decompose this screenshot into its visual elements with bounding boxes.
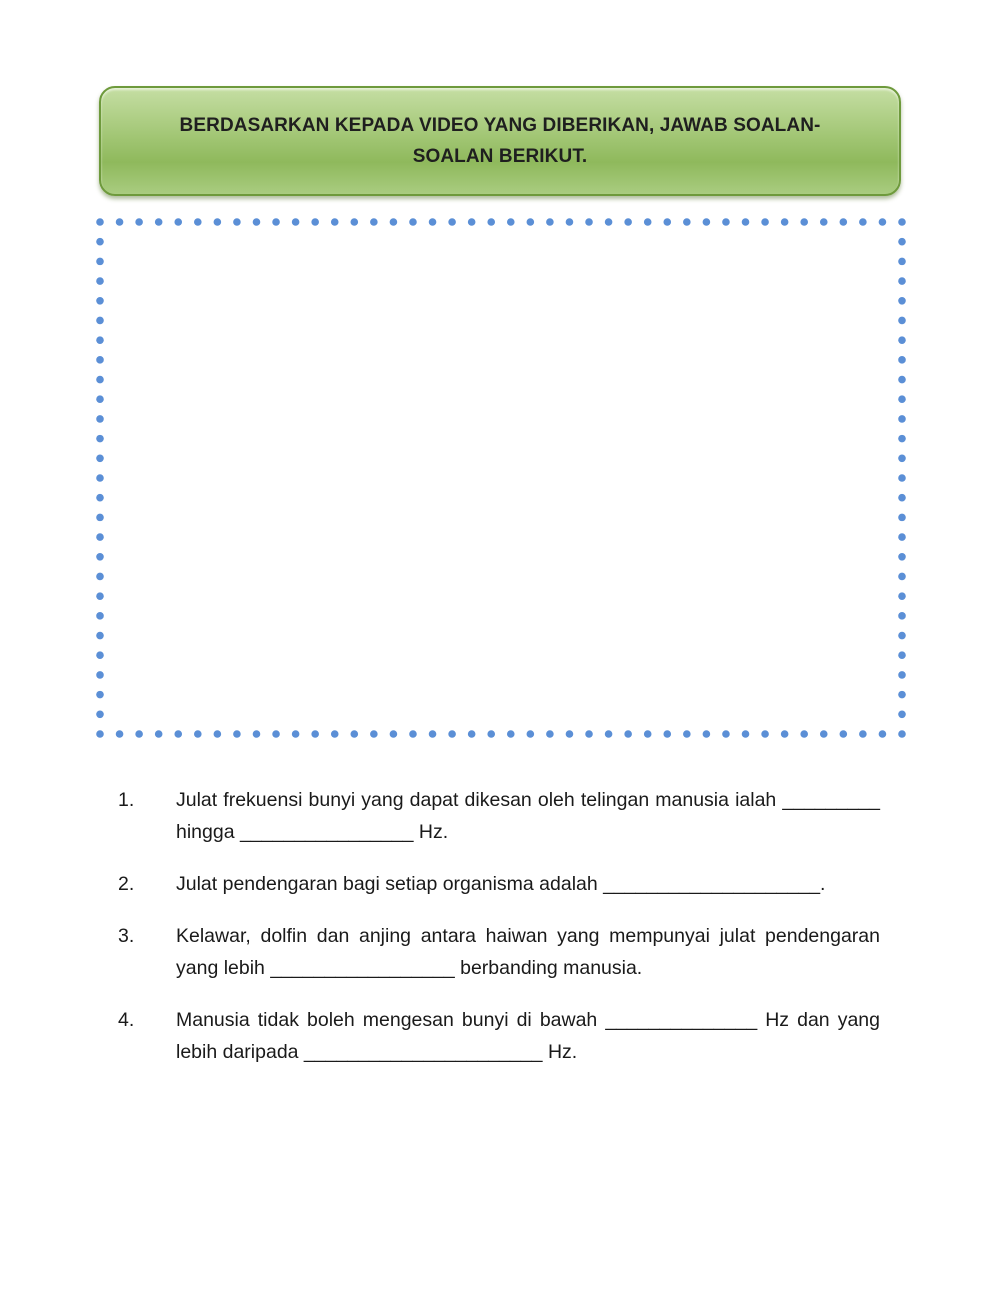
border-dot [624,730,632,738]
border-dot [370,730,378,738]
border-dot [96,573,104,581]
border-dot [585,218,593,226]
question-item [118,784,886,848]
border-dot [390,218,398,226]
border-dot [96,435,104,443]
border-dot [292,218,300,226]
border-dot [546,218,554,226]
border-dot [96,651,104,659]
border-dot [96,474,104,482]
border-dot [390,730,398,738]
border-dot [840,730,848,738]
border-dot [898,356,906,364]
border-dot [96,317,104,325]
border-dot [722,218,730,226]
border-dot [96,297,104,305]
question-text: Manusia tidak boleh mengesan bunyi di bawah ______________ Hz dan yang lebih daripada ______________________ Hz. [176,1009,886,1063]
border-dot [96,258,104,266]
border-dot [96,632,104,640]
border-dot [96,356,104,364]
question-text: Kelawar, dolfin dan anjing antara haiwan yang mempunyai julat pendengaran yang lebih _________________ berbanding manusia. [176,925,886,979]
border-dot [898,533,906,541]
border-dot [898,395,906,403]
border-dot [820,218,828,226]
border-dot [566,730,574,738]
border-dot [898,218,906,226]
border-dot [644,218,652,226]
border-dot [898,612,906,620]
border-dot [898,317,906,325]
border-dot [683,218,691,226]
border-dot [96,730,104,738]
question-text: Julat pendengaran bagi setiap organisma adalah ____________________. [176,873,826,895]
border-dot [898,494,906,502]
banner-title: BERDASARKAN KEPADA VIDEO YANG DIBERIKAN, JAWAB SOALAN-SOALAN BERIKUT. [179,115,821,167]
border-dot [155,218,163,226]
border-dot [703,730,711,738]
border-dot [96,218,104,226]
question-list [118,784,886,1088]
border-dot [487,730,495,738]
border-dot [448,218,456,226]
border-dot [585,730,593,738]
border-dot [898,573,906,581]
border-dot [96,671,104,679]
border-dot [605,730,613,738]
border-dot [761,218,769,226]
border-dot [116,218,124,226]
border-dot [781,730,789,738]
border-dot [566,218,574,226]
border-dot [96,494,104,502]
border-dot [135,730,143,738]
question-number: 4. [118,1009,135,1031]
border-dot [487,218,495,226]
border-dot [898,651,906,659]
question-number: 2. [118,873,135,895]
border-dot [96,336,104,344]
border-dot [429,218,437,226]
border-dot [409,730,417,738]
border-dot [214,218,222,226]
border-dot [194,730,202,738]
border-dot [96,455,104,463]
border-dot [96,395,104,403]
border-dot [311,730,319,738]
border-dot [898,514,906,522]
border-dot [96,415,104,423]
border-dot [253,218,261,226]
border-dot [527,218,535,226]
border-dot [96,376,104,384]
border-dot [311,218,319,226]
question-item [118,920,886,984]
border-dot [96,553,104,561]
border-dot [370,218,378,226]
border-dot [350,218,358,226]
border-dot [898,553,906,561]
border-dot [429,730,437,738]
border-dot [605,218,613,226]
border-dot [96,533,104,541]
question-text: Julat frekuensi bunyi yang dapat dikesan oleh telingan manusia ialah _________ hingga ________________ Hz. [176,789,886,843]
border-dot [879,730,887,738]
border-dot [879,218,887,226]
border-dot [96,711,104,719]
border-dot [155,730,163,738]
border-dot [898,297,906,305]
border-dot [116,730,124,738]
border-dot [468,730,476,738]
border-dot [507,730,515,738]
question-number: 3. [118,925,135,947]
border-dot [703,218,711,226]
border-dot [272,730,280,738]
border-dot [840,218,848,226]
border-dot [507,218,515,226]
border-dot [233,218,241,226]
border-dot [527,730,535,738]
border-dot [96,592,104,600]
border-dot [350,730,358,738]
border-dot [663,218,671,226]
dotted-border [94,216,908,740]
border-dot [272,218,280,226]
border-dot [898,730,906,738]
border-dot [898,455,906,463]
border-dot [96,238,104,246]
border-dot [898,632,906,640]
border-dot [96,612,104,620]
border-dot [800,730,808,738]
border-dot [214,730,222,738]
border-dot [898,592,906,600]
border-dot [96,277,104,285]
border-dot [859,218,867,226]
border-dot [898,336,906,344]
border-dot [800,218,808,226]
border-dot [781,218,789,226]
border-dot [898,238,906,246]
border-dot [96,514,104,522]
border-dot [448,730,456,738]
border-dot [898,671,906,679]
border-dot [898,415,906,423]
border-dot [409,218,417,226]
border-dot [898,435,906,443]
border-dot [253,730,261,738]
border-dot [761,730,769,738]
border-dot [174,730,182,738]
border-dot [722,730,730,738]
border-dot [468,218,476,226]
border-dot [624,218,632,226]
border-dot [859,730,867,738]
border-dot [644,730,652,738]
border-dot [898,277,906,285]
border-dot [820,730,828,738]
border-dot [292,730,300,738]
border-dot [174,218,182,226]
border-dot [898,711,906,719]
question-item [118,868,880,900]
border-dot [194,218,202,226]
border-dot [898,474,906,482]
border-dot [742,218,750,226]
border-dot [683,730,691,738]
border-dot [742,730,750,738]
border-dot [898,258,906,266]
border-dot [331,730,339,738]
border-dot [233,730,241,738]
question-item [118,1004,886,1068]
border-dot [96,691,104,699]
border-dot [663,730,671,738]
border-dot [898,691,906,699]
instruction-banner [99,86,901,196]
border-dot [331,218,339,226]
border-dot [898,376,906,384]
question-number: 1. [118,789,135,811]
border-dot [135,218,143,226]
video-placeholder[interactable] [94,216,908,740]
border-dot [546,730,554,738]
